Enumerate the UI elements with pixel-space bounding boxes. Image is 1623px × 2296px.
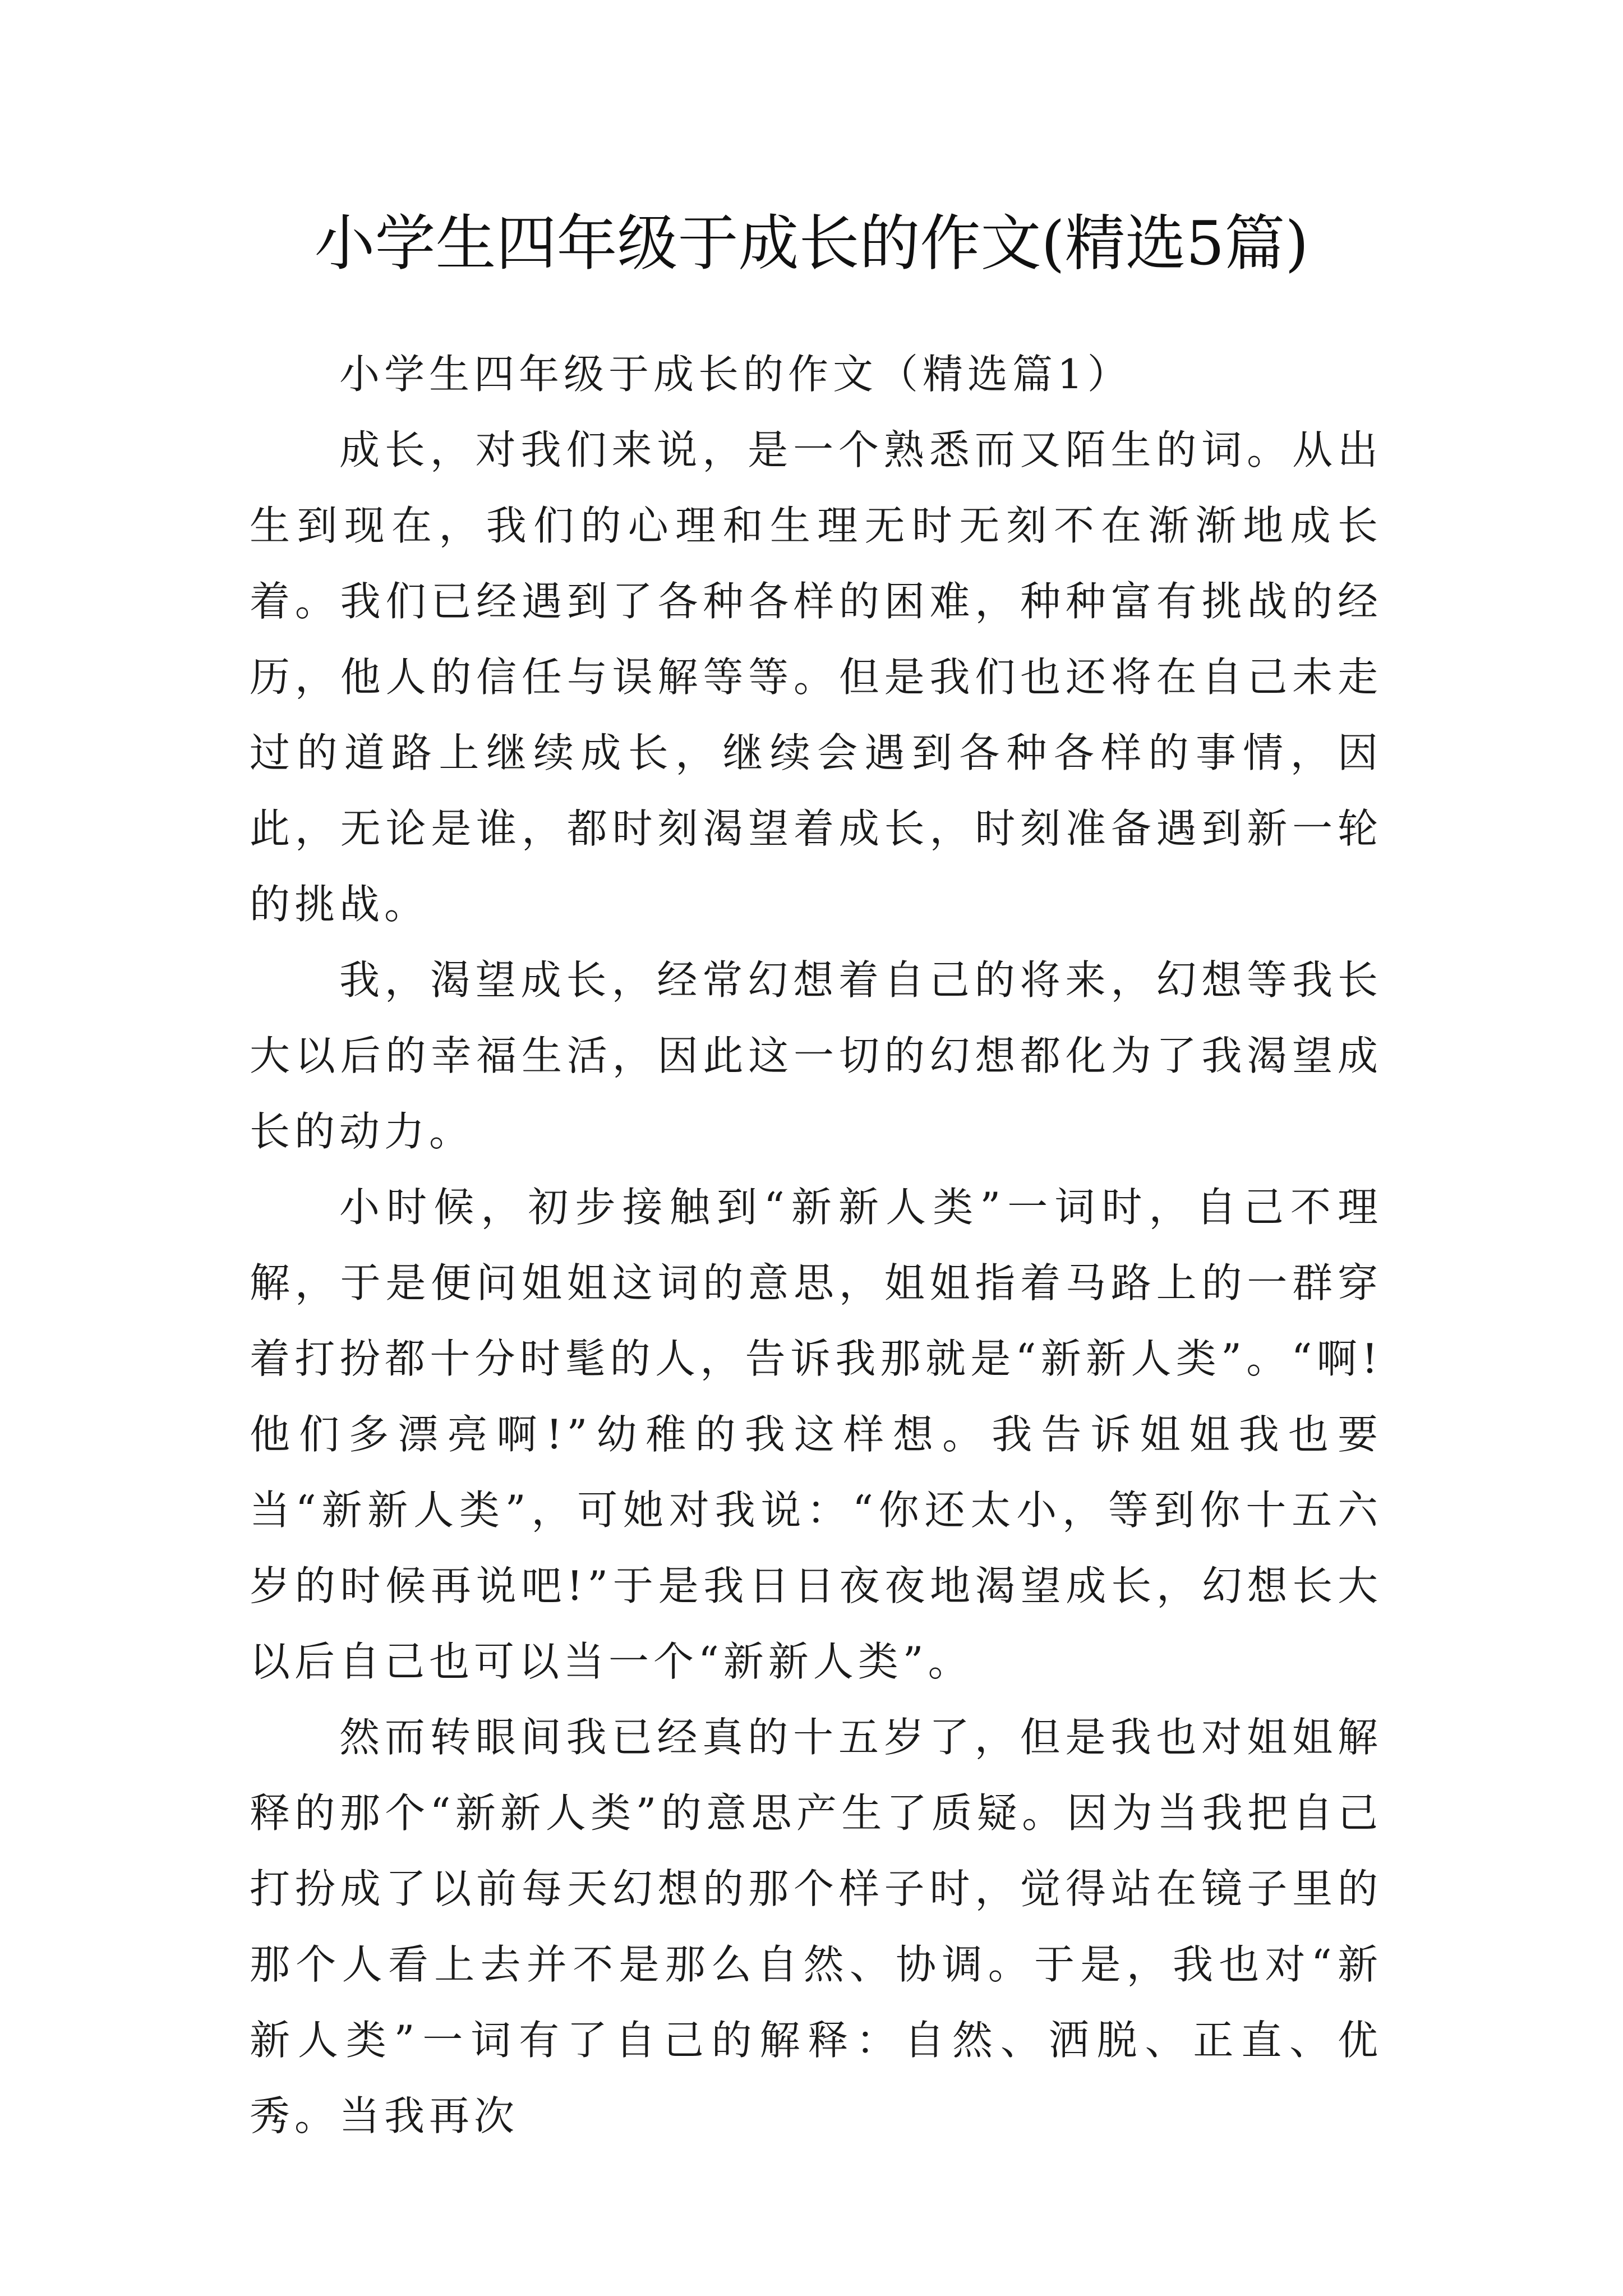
document-body xyxy=(250,337,1382,2154)
paragraph: 小时候，初步接触到“新新人类”一词时，自己不理解，于是便问姐姐这词的意思，姐姐指着马路上的一群穿着打扮都十分时髦的人，告诉我那就是“新新人类”。“啊!他们多漂亮啊!”幼稚的我这样想。我告诉姐姐我也要当“新新人类”，可她对我说：“你还太小，等到你十五六岁的时候再说吧!”于是我日日夜夜地渴望成长，幻想长大以后自己也可以当一个“新新人类”。 xyxy=(250,1184,1382,1685)
paragraph: 成长，对我们来说，是一个熟悉而又陌生的词。从出生到现在，我们的心理和生理无时无刻不在渐渐地成长着。我们已经遇到了各种各样的困难，种种富有挑战的经历，他人的信任与误解等等。但是我们也还将在自己未走过的道路上继续成长，继续会遇到各种各样的事情，因此，无论是谁，都时刻渴望着成长，时刻准备遇到新一轮的挑战。 xyxy=(250,426,1382,928)
paragraph: 然而转眼间我已经真的十五岁了，但是我也对姐姐解释的那个“新新人类”的意思产生了质疑。因为当我把自己打扮成了以前每天幻想的那个样子时，觉得站在镜子里的那个人看上去并不是那么自然、协调。于是，我也对“新新人类”一词有了自己的解释：自然、洒脱、正直、优秀。当我再次 xyxy=(250,1714,1382,2139)
paragraph: 我，渴望成长，经常幻想着自己的将来，幻想等我长大以后的幸福生活，因此这一切的幻想都化为了我渴望成长的动力。 xyxy=(250,956,1382,1155)
document-title: 小学生四年级于成长的作文(精选5篇) xyxy=(314,209,1309,279)
section-heading: 小学生四年级于成长的作文（精选篇1） xyxy=(339,351,1132,398)
